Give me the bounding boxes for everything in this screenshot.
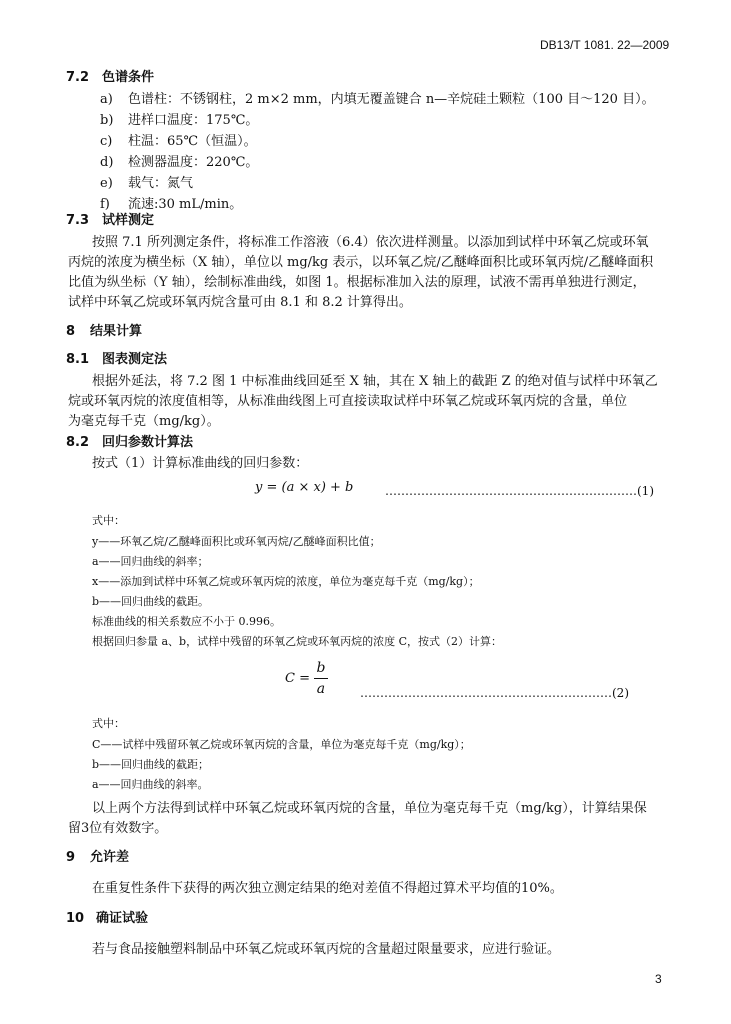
list-item: d) 检测器温度：220℃。 <box>100 155 259 170</box>
paragraph-line: 若与食品接触塑料制品中环氧乙烷或环氧丙烷的含量超过限量要求，应进行验证。 <box>92 942 561 957</box>
formula-intro-2: 根据回归参量 a、b，试样中残留的环氧乙烷或环氧丙烷的浓度 C，按式（2）计算： <box>92 635 503 648</box>
section-7-3-heading <box>66 209 154 228</box>
list-item: a) 色谱柱：不锈钢柱，2 m×2 mm，内填无覆盖键合 n—辛烷硅土颗粒（100 目～120 目）。 <box>100 92 655 107</box>
list-item: f) 流速:30 mL/min。 <box>100 197 243 212</box>
section-title: 试样测定 <box>102 213 155 228</box>
list-item: b) 进样口温度：175℃。 <box>100 113 259 128</box>
section-8-1-heading <box>66 348 167 367</box>
definition-line: a——回归曲线的斜率； <box>92 555 209 568</box>
section-title: 允许差 <box>90 850 130 865</box>
where-label: 式中： <box>92 717 125 730</box>
section-number: 7.2 <box>66 70 90 85</box>
equation-2-number: ………………………………………………………(2) <box>360 686 629 700</box>
page-number: 3 <box>655 972 662 986</box>
section-title: 图表测定法 <box>102 352 168 367</box>
paragraph-line: 按照 7.1 所列测定条件，将标准工作溶液（6.4）依次进样测量。以添加到试样中环氧乙烷或环氧 <box>92 235 649 250</box>
where-label: 式中： <box>92 514 125 527</box>
definition-line: b——回归曲线的截距； <box>92 758 210 771</box>
section-7-2-heading <box>66 66 154 85</box>
definition-line: a——回归曲线的斜率。 <box>92 778 209 791</box>
paragraph-line: 留3位有效数字。 <box>68 821 168 836</box>
formula-intro: 按式（1）计算标准曲线的回归参数： <box>92 456 309 471</box>
section-number: 8 <box>66 324 76 339</box>
section-title: 回归参数计算法 <box>102 435 194 450</box>
paragraph-line: 为毫克每千克（mg/kg）。 <box>68 414 220 429</box>
section-number: 7.3 <box>66 213 90 228</box>
fraction: $\frac{b}{a}$ <box>314 660 328 697</box>
section-title: 确证试验 <box>96 911 149 926</box>
definition-line: y——环氧乙烷/乙醚峰面积比或环氧丙烷/乙醚峰面积比值； <box>92 535 381 548</box>
paragraph-line: 烷或环氧丙烷的浓度值相等，从标准曲线图上可直接读取试样中环氧乙烷或环氧丙烷的含量，单位 <box>68 394 628 409</box>
paragraph-line: 以上两个方法得到试样中环氧乙烷或环氧丙烷的含量，单位为毫克每千克（mg/kg），计算结果保 <box>92 801 647 816</box>
definition-line: C——试样中残留环氧乙烷或环氧丙烷的含量，单位为毫克每千克（mg/kg）； <box>92 738 471 751</box>
definition-line: x——添加到试样中环氧乙烷或环氧丙烷的浓度，单位为毫克每千克（mg/kg）； <box>92 575 480 588</box>
section-number: 8.2 <box>66 435 90 450</box>
section-title: 色谱条件 <box>102 70 155 85</box>
paragraph-line: 比值为纵坐标（Y 轴），绘制标准曲线，如图 1。根据标准加入法的原理，试液不需再单独进行测定， <box>68 275 646 290</box>
section-8-heading <box>66 320 142 339</box>
section-title: 结果计算 <box>90 324 143 339</box>
equation-2: C = $\frac{b}{a}$ <box>285 660 328 697</box>
section-number: 9 <box>66 850 76 865</box>
section-8-2-heading <box>66 431 193 450</box>
paragraph-line: 根据外延法，将 7.2 图 1 中标准曲线回延至 X 轴，其在 X 轴上的截距 Z 的绝对值与试样中环氧乙 <box>92 374 658 389</box>
fraction-bar <box>314 678 328 679</box>
section-number: 8.1 <box>66 352 90 367</box>
paragraph-line: 试样中环氧乙烷或环氧丙烷含量可由 8.1 和 8.2 计算得出。 <box>68 295 412 310</box>
document-id: DB13/T 1081. 22—2009 <box>540 38 670 52</box>
equation-1: y = (a × x) + b <box>255 480 354 495</box>
equation-1-number: ………………………………………………………(1) <box>385 484 654 498</box>
definition-line: b——回归曲线的截距。 <box>92 595 210 608</box>
section-10-heading <box>66 907 148 926</box>
paragraph-line: 在重复性条件下获得的两次独立测定结果的绝对差值不得超过算术平均值的10%。 <box>92 881 563 896</box>
list-item: c) 柱温：65℃（恒温）。 <box>100 134 257 149</box>
correlation-note: 标准曲线的相关系数应不小于 0.996。 <box>92 615 281 628</box>
paragraph-line: 丙烷的浓度为横坐标（X 轴），单位以 mg/kg 表示，以环氧乙烷/乙醚峰面积比或环氧丙烷/乙醚峰面积 <box>68 255 654 270</box>
section-number: 10 <box>66 911 85 926</box>
section-9-heading <box>66 846 129 865</box>
list-item: e) 载气：氮气 <box>100 176 194 191</box>
